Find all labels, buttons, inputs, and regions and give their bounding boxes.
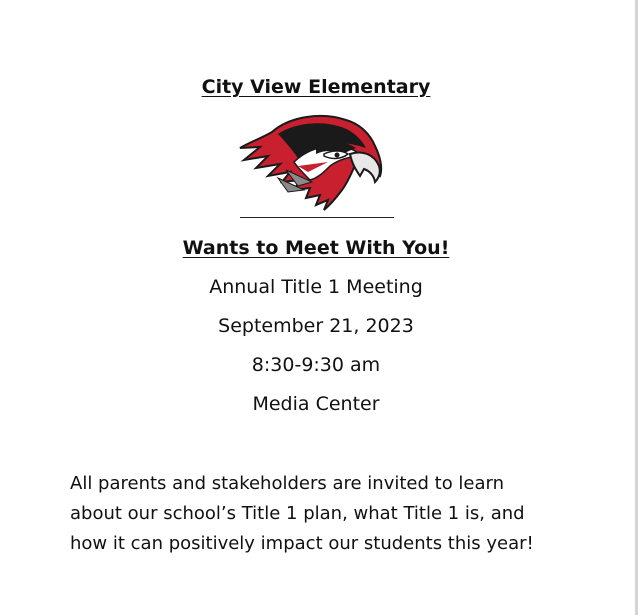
hawk-mascot-icon — [238, 110, 386, 214]
event-location: Media Center — [252, 393, 380, 415]
invitation-line: how it can positively impact our students this year! — [70, 533, 534, 554]
divider-line — [240, 217, 394, 218]
hawk-pupil — [335, 153, 340, 158]
invitation-line: All parents and stakeholders are invited to learn — [70, 473, 505, 494]
invitation-paragraph — [70, 469, 590, 559]
event-time: 8:30-9:30 am — [251, 354, 381, 376]
headline: Wants to Meet With You! — [182, 237, 450, 259]
event-date: September 21, 2023 — [218, 315, 414, 337]
event-name: Annual Title 1 Meeting — [209, 276, 423, 298]
invitation-line: about our school’s Title 1 plan, what Title 1 is, and — [70, 503, 525, 524]
school-name: City View Elementary — [201, 76, 431, 98]
